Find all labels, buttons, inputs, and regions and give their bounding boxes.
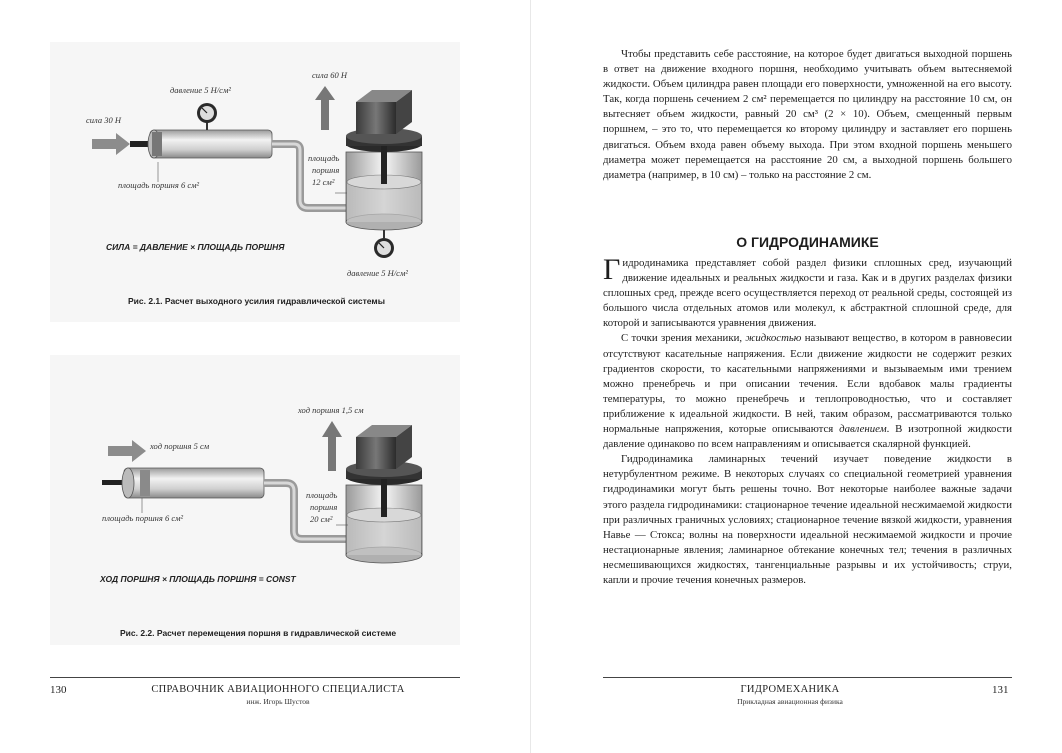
- label-pressure-bottom: давление 5 Н/см²: [347, 268, 408, 278]
- label-pressure-top: давление 5 Н/см²: [170, 85, 231, 95]
- label-output-area-line1: площадь: [308, 153, 340, 163]
- page-gutter: [530, 0, 531, 753]
- paragraph-2-text-a: С точки зрения механики,: [621, 332, 746, 345]
- input-force-arrow: [92, 133, 130, 155]
- label-input-area: площадь поршня 6 см²: [118, 180, 200, 190]
- label-output-stroke: ход поршня 1,5 см: [298, 405, 364, 415]
- output-stroke-arrow: [322, 421, 342, 437]
- label-output-area-line1: площадь: [306, 490, 338, 500]
- label-output-area-line2: поршня: [310, 502, 338, 512]
- formula-force: СИЛА = ДАВЛЕНИЕ × ПЛОЩАДЬ ПОРШНЯ: [106, 242, 285, 252]
- paragraph-1: [603, 253, 1012, 331]
- section-heading: О ГИДРОДИНАМИКЕ: [736, 234, 879, 250]
- label-output-area-line3: 20 см²: [310, 514, 333, 524]
- label-input-force: сила 30 Н: [86, 115, 121, 125]
- figure-caption-2-1: Рис. 2.1. Расчет выходного усилия гидравлической системы: [128, 296, 385, 306]
- intro-text-block: [603, 47, 1012, 183]
- paragraph-1-text: идродинамика представляет собой раздел физики сплошных сред, изучающий движение идеальных и реальных жидкости и газа. Как и в других разделах физики сплошных сред, прежде всего осуществляется переход от реальной среды, состоящей из большого числа отдельных атомов или молекул, к абстрактной сплошной среде, для которой и записываются уравнения движения.: [603, 257, 1012, 330]
- page-number-right: 131: [992, 684, 1009, 696]
- label-input-stroke: ход поршня 5 см: [150, 441, 210, 451]
- drop-cap: Г: [603, 253, 621, 286]
- formula-displacement: ХОД ПОРШНЯ × ПЛОЩАДЬ ПОРШНЯ = CONST: [100, 574, 296, 584]
- intro-paragraph: Чтобы представить себе расстояние, на которое будет двигаться выходной поршень в ответ на движение входного поршня, необходимо учитывать объем вытесняемой жидкости. Объем цилиндра равен площади его поверхности, умноженной на его высоту. Так, когда поршень сечением 2 см² перемещается по цилиндру на расстояние 10 см, он вытесняет объем жидкости, равный 20 см³ (2 × 10). Объем, смещенный первым поршнем, – это то, что перемещается ко второму цилиндру и заставляет его поршень двигаться. Объем входа равен объему выхода. При этом входной поршень меньшего диаметра может перемещается на расстояние 20 см, а выходной поршень большего диаметра (например, в 10 см) – только на расстояние 2 см.: [603, 48, 1012, 181]
- figure-2-1: [50, 42, 460, 322]
- label-input-area: площадь поршня 6 см²: [102, 513, 184, 523]
- paragraph-2: [603, 331, 1012, 452]
- running-subtitle-right: Прикладная авиационная физика: [737, 697, 843, 706]
- term-liquid: жидкостью: [745, 332, 802, 345]
- paragraph-2-text-b: называют вещество, в котором в равновесии отсутствуют касательные напряжения. Если движение жидкости не содержит резких градиентов скорости, то касательными напряжениями и вызываемым ими трением можно пренебречь и при описании течения. Если вдобавок малы градиенты температуры, то можно пренебречь и теплопроводностью, что и составляет приближение к идеальной жидкости. В ней, таким образом, рассматриваются только нормальные напряжения, которые описываются: [603, 332, 1013, 436]
- running-title-right: ГИДРОМЕХАНИКА: [740, 684, 840, 695]
- paragraph-3: Гидродинамика ламинарных течений изучает поведение жидкости в нетурбулентном режиме. В некоторых случаях со специальной геометрией уравнения гидродинамики могут быть решены точно. Вот некоторые наиболее важные задачи этого раздела гидродинамики: стационарное течение идеальной несжимаемой жидкости при различных граничных условиях; стационарное течение вязкой жидкости, уравнения Навье — Стокса; волны на поверхности идеальной несжимаемой жидкости и прочие нестационарные явления; ламинарное обтекание конечных тел; течения в различных несмешивающихся жидкостях, тангенциальные разрывы и их устойчивость; струи, капли и прочие течения конечных размеров.: [603, 453, 1012, 586]
- label-output-force: сила 60 Н: [312, 70, 347, 80]
- hydraulic-force-diagram: [50, 42, 460, 322]
- label-output-area-line2: поршня: [312, 165, 340, 175]
- running-title: СПРАВОЧНИК АВИАЦИОННОГО СПЕЦИАЛИСТА: [151, 684, 405, 695]
- figure-caption-2-2: Рис. 2.2. Расчет перемещения поршня в гидравлической системе: [120, 628, 397, 638]
- running-subtitle: инж. Игорь Шустов: [246, 697, 310, 706]
- label-output-area-line3: 12 см²: [312, 177, 335, 187]
- section-text-block: [603, 253, 1013, 588]
- term-pressure: давлением: [839, 423, 887, 436]
- footer-rule-right: [603, 677, 1012, 678]
- page-number: 130: [50, 684, 67, 696]
- hydraulic-displacement-diagram: [50, 355, 460, 645]
- footer-rule: [50, 677, 460, 678]
- figure-2-2: [50, 355, 460, 645]
- input-stroke-arrow: [108, 440, 146, 462]
- paragraph-2-text-c: . В изотропной жидкости давление одинаково по всем направлениям и описывается скалярной функцией.: [603, 423, 1013, 451]
